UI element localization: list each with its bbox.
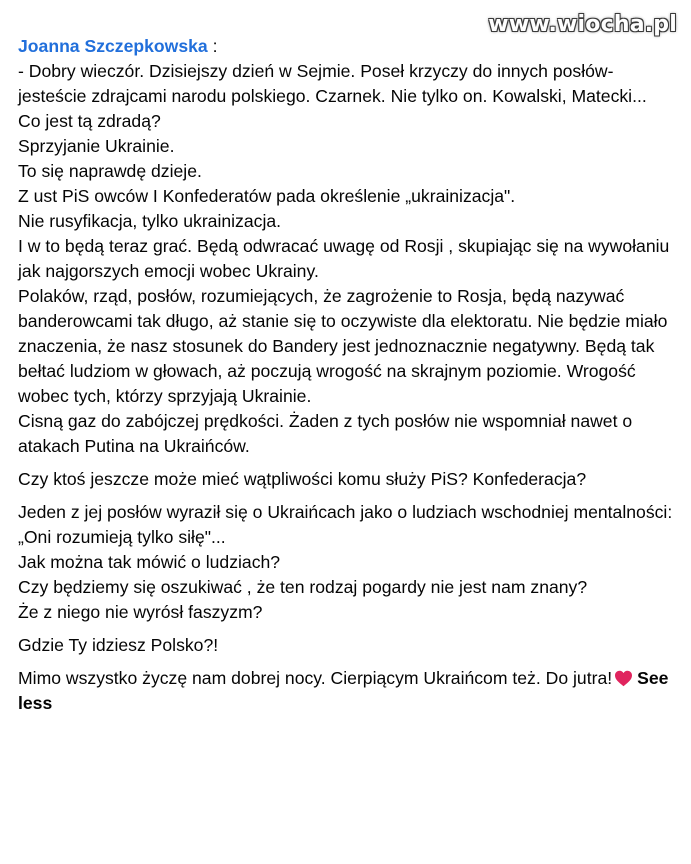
- post-line: To się naprawdę dzieje.: [18, 161, 202, 181]
- post-line: I w to będą teraz grać. Będą odwracać uwagę od Rosji , skupiając się na wywołaniu jak najgorszych emocji wobec Ukrainy.: [18, 236, 670, 281]
- post-paragraph-5: [18, 666, 683, 716]
- post-line: Czy będziemy się oszukiwać , że ten rodzaj pogardy nie jest nam znany?: [18, 577, 588, 597]
- post-paragraph-4: Gdzie Ty idziesz Polsko?!: [18, 635, 219, 655]
- post-body: [18, 34, 683, 716]
- post-line: Polaków, rząd, posłów, rozumiejących, że zagrożenie to Rosja, będą nazywać banderowcami tak długo, aż stanie się to oczywiste dla elektoratu. Nie będzie miało znaczenia, że nasz stosunek do Bandery jest jednoznacznie negatywny. Będą tak bełtać ludziom w głowach, aż poczują wrogość na skrajnym poziomie. Wrogość wobec tych, którzy sprzyjają Ukrainie.: [18, 286, 668, 406]
- post-line: Jeden z jej posłów wyraził się o Ukraińcach jako o ludziach wschodniej mentalności: „Oni rozumieją tylko siłę"...: [18, 502, 673, 547]
- see-less-button[interactable]: See less: [18, 668, 669, 713]
- post-line: Mimo wszystko życzę nam dobrej nocy. Cierpiącym Ukraińcom też. Do jutra!: [18, 668, 613, 688]
- post-line: Cisną gaz do zabójczej prędkości. Żaden z tych posłów nie wspomniał nawet o atakach Putina na Ukraińców.: [18, 411, 633, 456]
- post-line: Jak można tak mówić o ludziach?: [18, 552, 281, 572]
- post-line: Że z niego nie wyrósł faszyzm?: [18, 602, 263, 622]
- post-line: Co jest tą zdradą?: [18, 111, 161, 131]
- post-line: Nie rusyfikacja, tylko ukrainizacja.: [18, 211, 282, 231]
- author-separator: :: [207, 36, 218, 56]
- post-line: - Dobry wieczór. Dzisiejszy dzień w Sejmie. Poseł krzyczy do innych posłów- jesteście zdrajcami narodu polskiego. Czarnek. Nie tylko on. Kowalski, Matecki...: [18, 61, 647, 106]
- watermark: www.wiocha.pl: [488, 12, 677, 37]
- post-line: Z ust PiS owców I Konfederatów pada określenie „ukrainizacja".: [18, 186, 516, 206]
- post-line: Sprzyjanie Ukrainie.: [18, 136, 175, 156]
- heart-icon: [614, 670, 633, 687]
- post-paragraph-2: Czy ktoś jeszcze może mieć wątpliwości komu służy PiS? Konfederacja?: [18, 469, 587, 489]
- author-name[interactable]: Joanna Szczepkowska: [18, 36, 208, 56]
- post-paragraph-1: [18, 34, 683, 459]
- post-paragraph-3: [18, 500, 683, 625]
